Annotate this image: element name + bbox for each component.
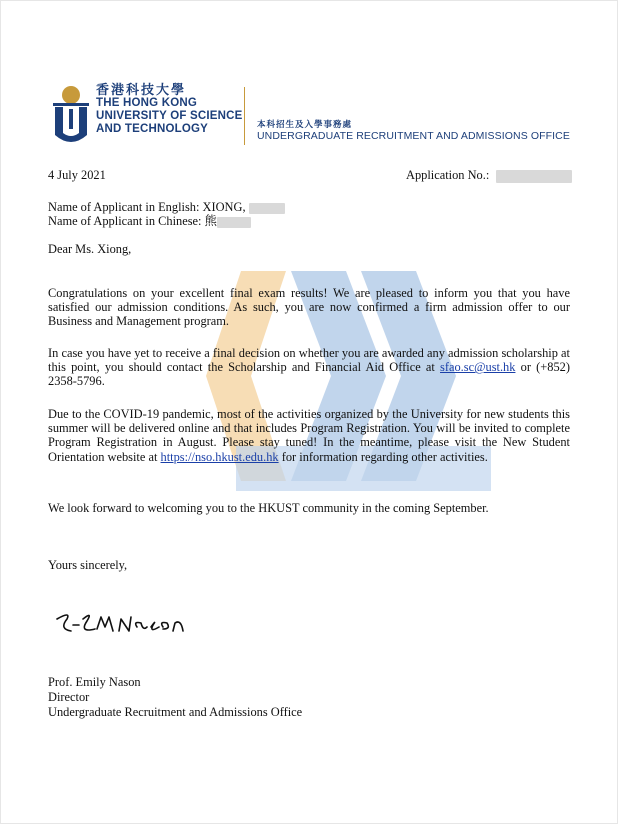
- covid-tail: for information regarding other activities.: [281, 449, 488, 464]
- university-name-zh: 香港科技大學: [96, 82, 187, 97]
- application-number: [406, 168, 572, 183]
- redacted-application-number: [496, 170, 572, 183]
- scholarship-text: In case you have yet to receive a final decision on whether you are awarded any admission scholarship at this point, you should contact the Scholarship and Financial Aid Office at: [48, 346, 570, 375]
- application-label: Application No.:: [406, 168, 490, 182]
- paragraph-scholarship: [48, 346, 570, 389]
- office-name-zh: 本科招生及入學事務處: [257, 119, 353, 129]
- sfao-email-link[interactable]: sfao.sc@ust.hk: [440, 360, 516, 375]
- paragraph-welcome: We look forward to welcoming you to the HKUST community in the coming September.: [48, 501, 489, 515]
- name-zh-value: 熊: [204, 214, 217, 228]
- paragraph-covid: [48, 407, 570, 464]
- university-wordmark: [96, 83, 242, 136]
- redacted-chinese-name: [217, 217, 251, 228]
- office-wordmark: [257, 119, 570, 143]
- redacted-given-name: [249, 203, 285, 214]
- university-name-en-1: THE HONG KONG: [96, 97, 197, 109]
- handwritten-signature: [49, 605, 209, 645]
- scholarship-phone: or (+852) 2358-5796.: [48, 360, 570, 389]
- greeting: Dear Ms. Xiong,: [48, 242, 132, 256]
- university-name-en-3: AND TECHNOLOGY: [96, 123, 209, 135]
- closing: Yours sincerely,: [48, 558, 128, 572]
- signer-office: Undergraduate Recruitment and Admissions Office: [48, 705, 303, 719]
- hkust-logo-icon: [51, 83, 91, 143]
- name-en-label: Name of Applicant in English:: [48, 200, 200, 214]
- paragraph-congratulations: Congratulations on your excellent final exam results! We are pleased to inform you that you have satisfied our admission conditions. As such, you are now confirmed a firm admission offer to our Business and Management program.: [48, 286, 570, 329]
- header-divider: [244, 87, 245, 145]
- name-zh-label: Name of Applicant in Chinese:: [48, 214, 202, 228]
- name-en-value: XIONG,: [202, 200, 246, 214]
- covid-text: Due to the COVID-19 pandemic, most of the activities organized by the University for new students this summer will be delivered online and that includes Program Registration. You will be invited to complete Program Registration in August. Please stay tuned! In the meantime, please visit the New Student Orientation website at: [48, 407, 570, 464]
- office-name-en: UNDERGRADUATE RECRUITMENT AND ADMISSIONS OFFICE: [257, 130, 570, 142]
- signer-title: Director: [48, 690, 90, 704]
- applicant-name-chinese: [48, 214, 251, 228]
- applicant-name-english: [48, 200, 285, 214]
- nso-website-link[interactable]: https://nso.hkust.edu.hk: [160, 449, 279, 464]
- letter-date: 4 July 2021: [48, 168, 106, 182]
- university-name-en-2: UNIVERSITY OF SCIENCE: [96, 110, 243, 122]
- signer-name: Prof. Emily Nason: [48, 675, 141, 689]
